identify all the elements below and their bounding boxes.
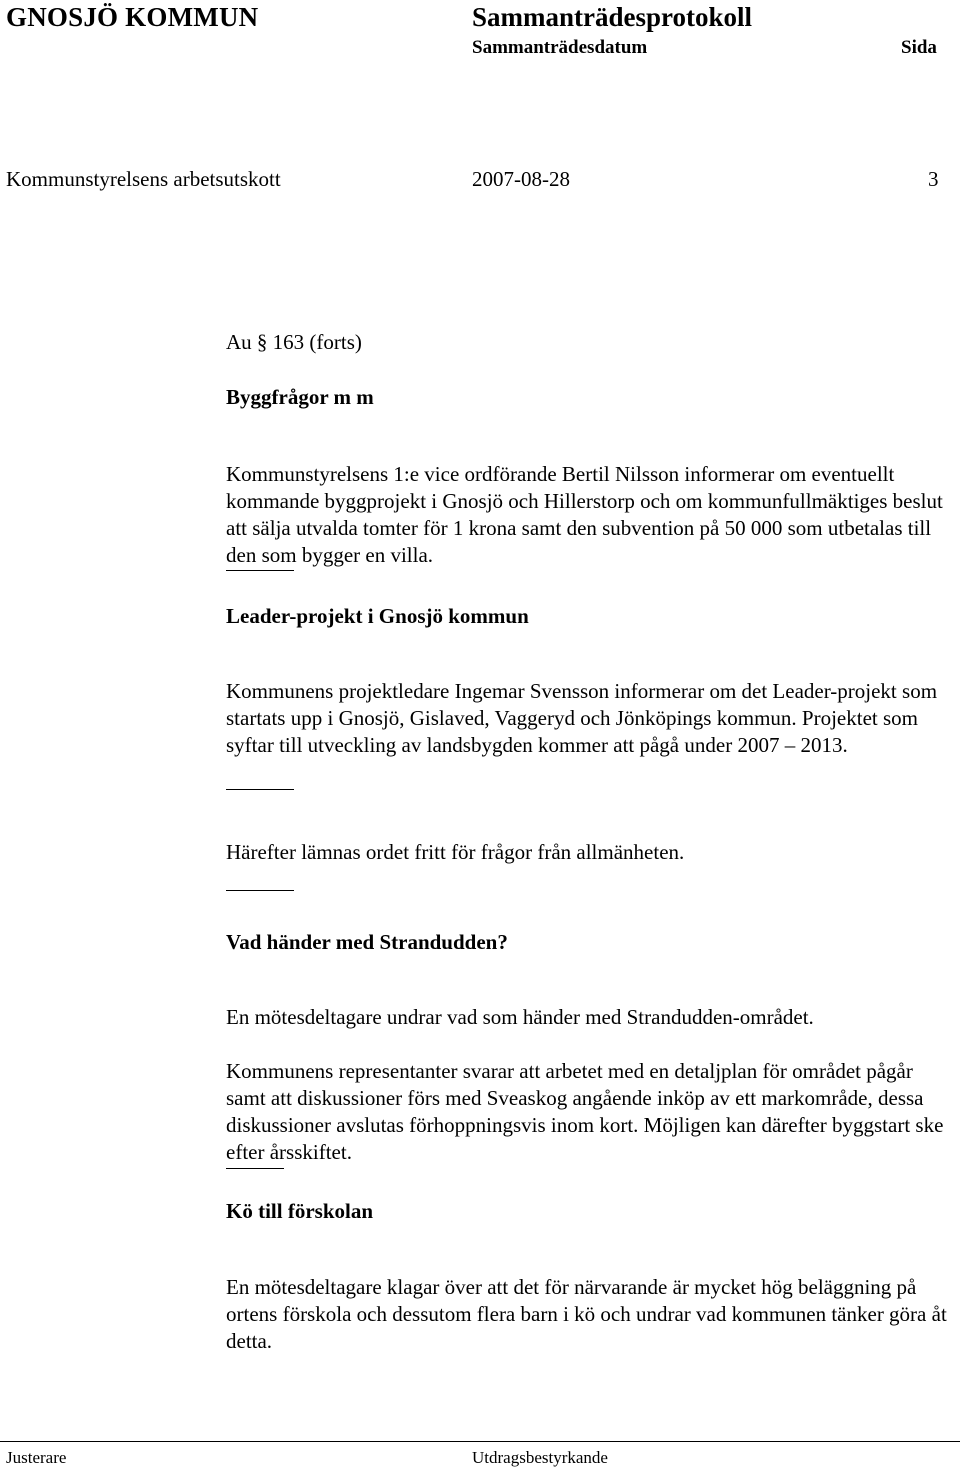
org-name: GNOSJÖ KOMMUN bbox=[6, 2, 259, 32]
document-title: Sammanträdesprotokoll bbox=[472, 2, 753, 32]
section-text-leader: Kommunens projektledare Ingemar Svensson informerar om det Leader-projekt som startats upp i Gnosjö, Gislaved, Vaggeryd och Jönköpings kommun. Projektet som syftar till utveckling av landsbygden kommer att pågå under 2007 – 2013. bbox=[226, 679, 938, 757]
meeting-date-label: Sammanträdesdatum bbox=[472, 37, 648, 58]
section-text-strandudden-answer: Kommunens representanter svarar att arbetet med en detaljplan för området pågår samt att diskussioner förs med Sveaskog angående inköp av ett markområde, dessa diskussioner avslutas förhoppningsvis inom kort. Möjligen kan därefter byggstart ske efter årsskiftet. bbox=[226, 1059, 944, 1164]
section-heading-preschool: Kö till förskolan bbox=[226, 1199, 374, 1223]
committee-name: Kommunstyrelsens arbetsutskott bbox=[6, 167, 281, 191]
footer-adjuster-label: Justerare bbox=[6, 1448, 67, 1467]
section-divider bbox=[226, 1168, 284, 1169]
section-heading-strandudden: Vad händer med Strandudden? bbox=[226, 930, 508, 954]
paragraph-reference: Au § 163 (forts) bbox=[226, 330, 362, 354]
section-divider bbox=[226, 570, 294, 571]
section-text-strandudden-question: En mötesdeltagare undrar vad som händer med Strandudden-området. bbox=[226, 1005, 814, 1029]
section-text-building: Kommunstyrelsens 1:e vice ordförande Bertil Nilsson informerar om eventuellt kommande byggprojekt i Gnosjö och Hillerstorp och om kommunfullmäktiges beslut att sälja utvalda tomter för 1 krona samt den subvention på 50 000 som utbetalas till den som bygger en villa. bbox=[226, 462, 943, 567]
footer-rule bbox=[0, 1441, 960, 1442]
section-heading-building: Byggfrågor m m bbox=[226, 385, 374, 409]
page-label: Sida bbox=[901, 37, 937, 58]
section-text-preschool: En mötesdeltagare klagar över att det för närvarande är mycket hög beläggning på ortens förskola och dessutom flera barn i kö och undrar vad kommunen tänker göra åt detta. bbox=[226, 1275, 947, 1353]
meeting-date: 2007-08-28 bbox=[472, 167, 570, 191]
footer-certification-label: Utdragsbestyrkande bbox=[472, 1448, 608, 1467]
section-divider bbox=[226, 789, 294, 790]
section-heading-leader: Leader-projekt i Gnosjö kommun bbox=[226, 604, 529, 628]
section-divider bbox=[226, 890, 294, 891]
page-number: 3 bbox=[928, 167, 939, 191]
section-text-open-questions: Härefter lämnas ordet fritt för frågor från allmänheten. bbox=[226, 840, 685, 864]
